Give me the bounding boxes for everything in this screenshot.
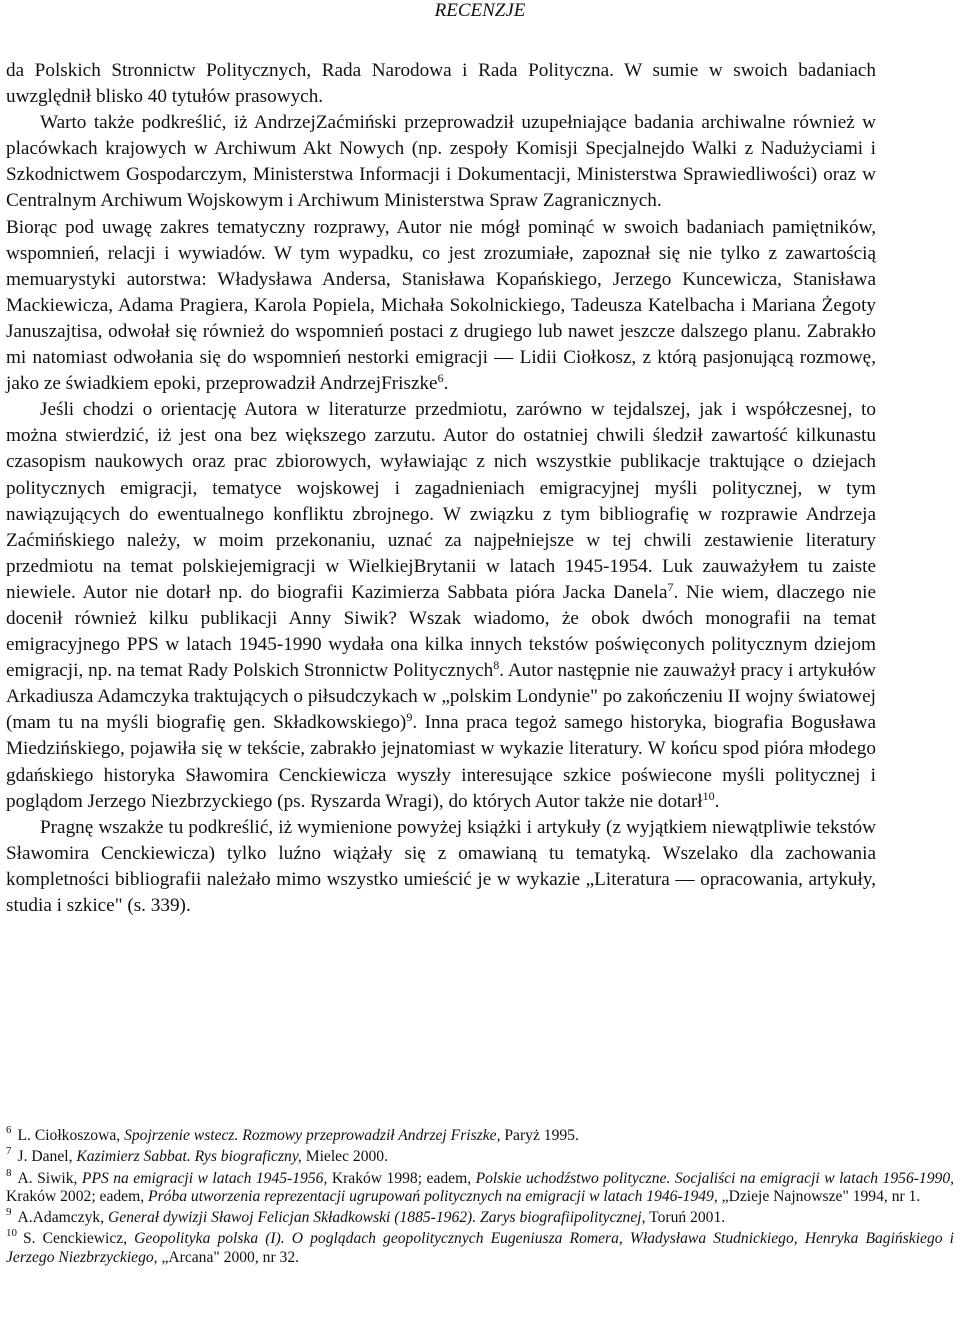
paragraph-1: da Polskich Stronnictw Politycznych, Rada Narodowa i Rada Polityczna. W sumie w swoich badaniach uwzględnił blisko 40 tytułów prasowych.: [6, 60, 876, 108]
footnote-ref-10[interactable]: 10: [702, 788, 715, 803]
footnote-ref-6[interactable]: 6: [437, 371, 444, 386]
footnote-ref-8[interactable]: 8: [493, 658, 500, 673]
paragraph-4-tail-4: .: [714, 790, 720, 812]
footnote-6: [6, 1124, 954, 1145]
footnote-7: [6, 1145, 954, 1166]
footnote-8: [6, 1166, 955, 1207]
paragraph-4: [6, 397, 876, 815]
footnote-number: 7: [6, 1145, 12, 1158]
footnote-title: Geopolityka polska (I). O poglądach geopolitycznych Eugeniusza Romera, Władysława Studnickiego, Henryka Bagińskiego i Jerzego Niezbrzyckiego,: [6, 1230, 954, 1266]
footnote-author: A.Adamczyk,: [17, 1209, 105, 1227]
paragraph-4-tail-1: . Nie wiem, dlaczego nie docenił również kilku publikacji Anny Siwik? Wszak wiadomo, że obok dwóch monografii na temat emigracyjnego PPS w latach 1945-1990 wydała ona kilka innych tekstów poświęconych politycznym dziejom emigracji, np. na temat Rady Polskich Stronnictw Politycznych: [6, 581, 876, 682]
paragraph-3: [6, 215, 876, 398]
footnote-author: J. Danel,: [17, 1148, 73, 1166]
footnote-title-2: Polskie uchodźstwo polityczne. Socjaliści na emigracji w latach 1956-1990,: [475, 1169, 955, 1187]
paragraph-4-text: Jeśli chodzi o orientację Autora w literaturze przedmiotu, zarówno w tejdalszej, jak i współczesnej, to można stwierdzić, iż jest ona bez większego zarzutu. Autor do ostatniej chwili śledził zawartość kilkunastu czasopism naukowych oraz prac zbiorowych, wyławiając z nich wszystkie publikacje traktujące o dziejach politycznych emigracji, tematyce wojskowej i zagadnieniach emigracyjnej myśli politycznej, w tym nawiązujących do ewentualnego konfliktu zbrojnego. W związku z tym bibliografię w rozprawie Andrzeja Zaćmińskiego należy, w moim przekonaniu, uznać za najpełniejsze w tej chwili zestawienie literatury przedmiotu na temat polskiejemigracji w WielkiejBrytanii w latach 1945-1954. Luk zauważyłem tu zaiste niewiele. Autor nie dotarł np. do biografii Kazimierza Sabbata pióra Jacka Danela: [6, 399, 876, 603]
paragraph-4-tail-2: . Autor następnie nie zauważył pracy i artykułów Arkadiusza Adamczyka traktujących o piłsudczykach w „polskim Londynie" po zakończeniu II wojny światowej (mam tu na myśli biografię gen. Składkowskiego): [6, 660, 876, 734]
footnote-number: 8: [6, 1166, 12, 1179]
footnote-title: Generał dywizji Sławoj Felicjan Składkowski (1885-1962). Zarys biografiipolitycznej,: [108, 1209, 646, 1227]
footnote-10: [6, 1227, 954, 1267]
footnote-rest: Paryż 1995.: [504, 1127, 579, 1144]
footnote-author: S. Cenckiewicz,: [23, 1230, 128, 1248]
paragraph-4-tail-3: . Inna praca tegoż samego historyka, biografia Bogusława Miedzińskiego, pojawiła się w tekście, zabrakło jejnatomiast w wykazie literatury. W końcu spod pióra młodego gdańskiego historyka Sławomira Cenckiewicza wyszły interesujące szkice poświecone myśli politycznej i poglądom Jerzego Niezbrzyckiego (ps. Ryszarda Wragi), do których Autor także nie dotarł: [6, 712, 876, 812]
footnote-rest: Mielec 2000.: [305, 1148, 388, 1166]
footnote-title-3: Próba utworzenia reprezentacji ugrupowań politycznych na emigracji w latach 1946-1949,: [148, 1187, 718, 1205]
footnote-rest: Toruń 2001.: [649, 1209, 726, 1227]
paragraph-3-text: Biorąc pod uwagę zakres tematyczny rozprawy, Autor nie mógł pominąć w swoich badaniach pamiętników, wspomnień, relacji i wywiadów. W tym wypadku, co jest zrozumiałe, zapoznał się nie tylko z zawartością memuarystyki autorstwa: Władysława Andersa, Stanisława Kopańskiego, Jerzego Kuncewicza, Stanisława Mackiewicza, Adama Pragiera, Karola Popiela, Michała Sokolnickiego, Tadeusza Katelbacha i Mariana Żegoty Januszajtisa, odwołał się również do wspomnień postaci z drugiego lub nawet jeszcze dalszego planu. Zabrakło mi natomiast odwołania się do wspomnień nestorki emigracji — Lidii Ciołkosz, z którą pasjonującą rozmowę, jako ze świadkiem epoki, przeprowadził AndrzejFriszke: [6, 216, 876, 395]
footnote-rest: Kraków 1998; eadem,: [331, 1169, 472, 1187]
footnote-number: 6: [6, 1124, 12, 1136]
footnote-number: 10: [6, 1227, 17, 1240]
footnote-rest: „Arcana" 2000, nr 32.: [161, 1248, 300, 1266]
footnote-title: Spojrzenie wstecz. Rozmowy przeprowadził Andrzej Friszke,: [124, 1127, 501, 1144]
paragraph-2: Warto także podkreślić, iż AndrzejZaćmiński przeprowadził uzupełniające badania archiwalne również w placówkach krajowych w Archiwum Akt Nowych (np. zespoły Komisji Specjalnejdo Walki z Nadużyciami i Szkodnictwem Gospodarczym, Ministerstwa Informacji i Dokumentacji, Ministerstwa Sprawiedliwości) oraz w Centralnym Archiwum Wojskowym i Archiwum Ministerstwa Spraw Zagranicznych.: [6, 112, 876, 212]
running-header: RECENZJE: [434, 0, 526, 21]
paragraph-5: Pragnę wszakże tu podkreślić, iż wymienione powyżej książki i artykuły (z wyjątkiem niewątpliwie tekstów Sławomira Cenckiewicza) tylko luźno wiążały się z omawianą tu tematyką. Wszelako dla zachowania kompletności bibliografii należało mimo wszystko umieścić je w wykazie „Literatura — opracowania, artykuły, studia i szkice" (s. 339).: [6, 816, 876, 916]
footnote-rest-2: Kraków 2002; eadem,: [6, 1187, 145, 1205]
footnote-rest-3: „Dzieje Najnowsze" 1994, nr 1.: [721, 1187, 921, 1205]
footnote-author: A. Siwik,: [17, 1169, 78, 1187]
footnote-9: [6, 1206, 954, 1227]
footnote-title: PPS na emigracji w latach 1945-1956,: [81, 1169, 328, 1187]
footnote-title: Kazimierz Sabbat. Rys biograficzny,: [76, 1148, 302, 1166]
review-body: [6, 58, 876, 919]
footnotes: [6, 1124, 955, 1270]
footnote-number: 9: [6, 1206, 12, 1219]
footnote-ref-7[interactable]: 7: [667, 579, 674, 594]
paragraph-3-tail: .: [443, 373, 449, 395]
footnote-author: L. Ciołkoszowa,: [17, 1127, 121, 1144]
footnote-ref-9[interactable]: 9: [406, 710, 413, 725]
